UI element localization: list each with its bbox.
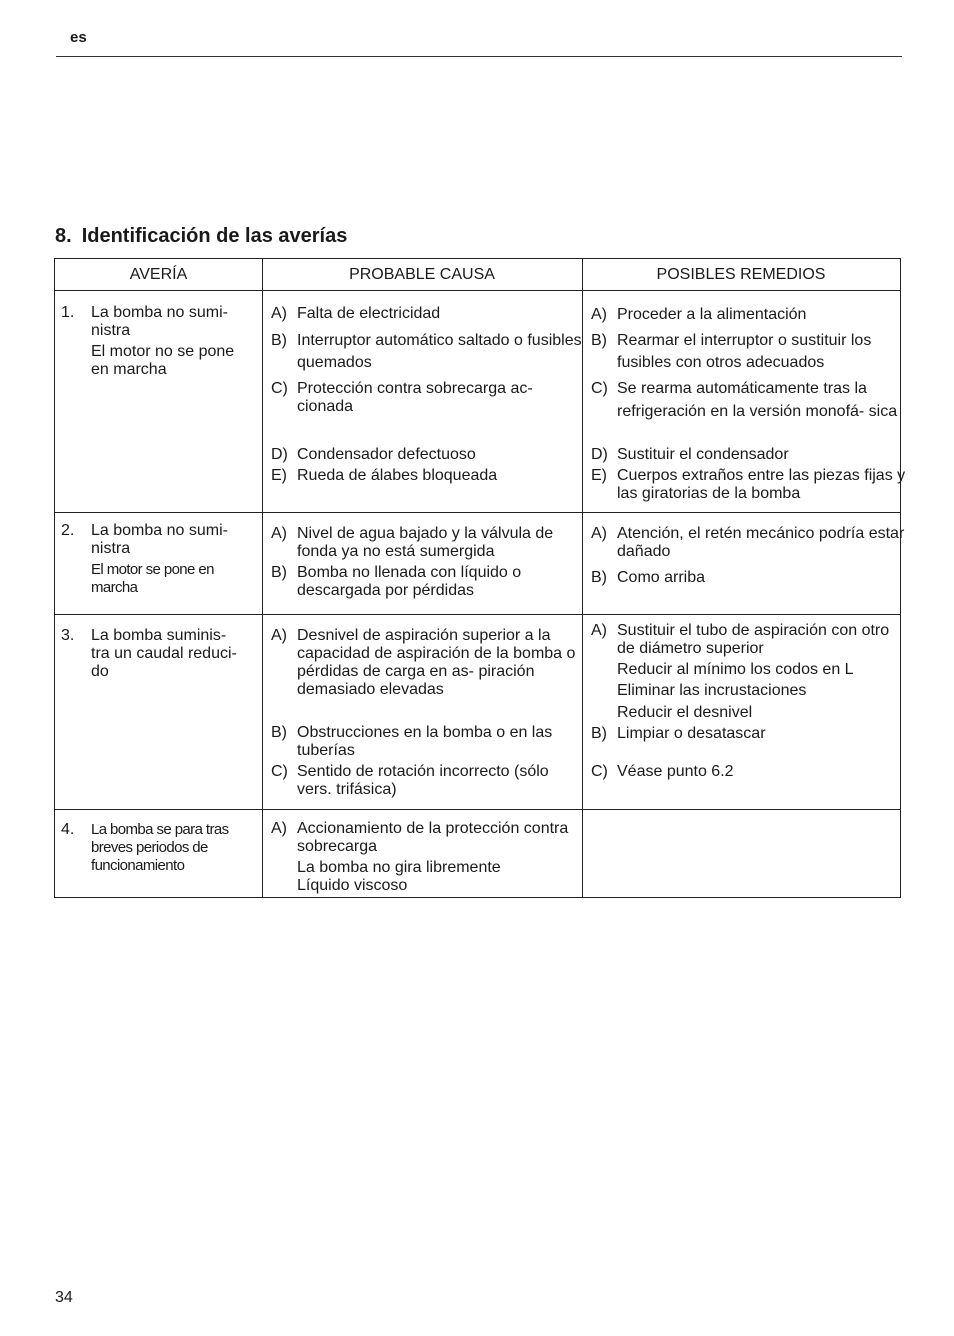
header-remedy: POSIBLES REMEDIOS xyxy=(656,265,826,283)
troubleshooting-table xyxy=(54,258,906,898)
table-header xyxy=(55,259,900,291)
language-code: es xyxy=(70,29,87,46)
table-row: 4. La bomba se para tras breves periodos de funcionamiento A) Accionamiento de la protección contra sobrecarga La bomba no gira libremente Líquido viscoso xyxy=(61,820,569,894)
header-cause: PROBABLE CAUSA xyxy=(349,265,495,283)
header-fault: AVERÍA xyxy=(129,265,188,283)
section-title: 8. Identificación de las averías xyxy=(55,225,348,247)
page-number: 34 xyxy=(55,1289,73,1306)
header-rule xyxy=(56,56,902,57)
table-row: 2. La bomba no sumi- nistra El motor se pone en marcha A) Nivel de agua bajado y la válvula de fonda ya no está sumergida B) Bomba no llenada con líquido o descargada por pérdidas A) Atención, el retén mecánico podría estar dañado B) Como arriba xyxy=(55,513,900,615)
table-row: 1. La bomba no sumi- nistra El motor no se pone en marcha A) Falta de electricidad B) Interruptor automático saltado o fusibles quemados C) Protección contra sobrecarga ac- cionada D) Condensador defectuoso E) Rueda de álabes bloqueada A) Proceder a la alimentación B) Rearmar el interruptor o sustituir los fusibles con otros adecuados C) Se rearma automáticamente tras la refrigeración en la versión monofá- sica D) Sustituir el condensador E) Cuerpos extraños entre las piezas fijas y las giratorias de la bomba xyxy=(55,291,900,513)
table-row: 3. La bomba suminis- tra un caudal reduci- do A) Desnivel de aspiración superior a la capacidad de aspiración de la bomba o pérdidas de carga en as- piración demasiado elevadas B) Obstrucciones en la bomba o en las tuberías C) Sentido de rotación incorrecto (sólo vers. trifásica) A) Sustituir el tubo de aspiración con otro de diámetro superior Reducir al mínimo los codos en L Eliminar las incrustaciones Reducir el desnivel B) Limpiar o desatascar C) Véase punto 6.2 xyxy=(55,615,900,810)
